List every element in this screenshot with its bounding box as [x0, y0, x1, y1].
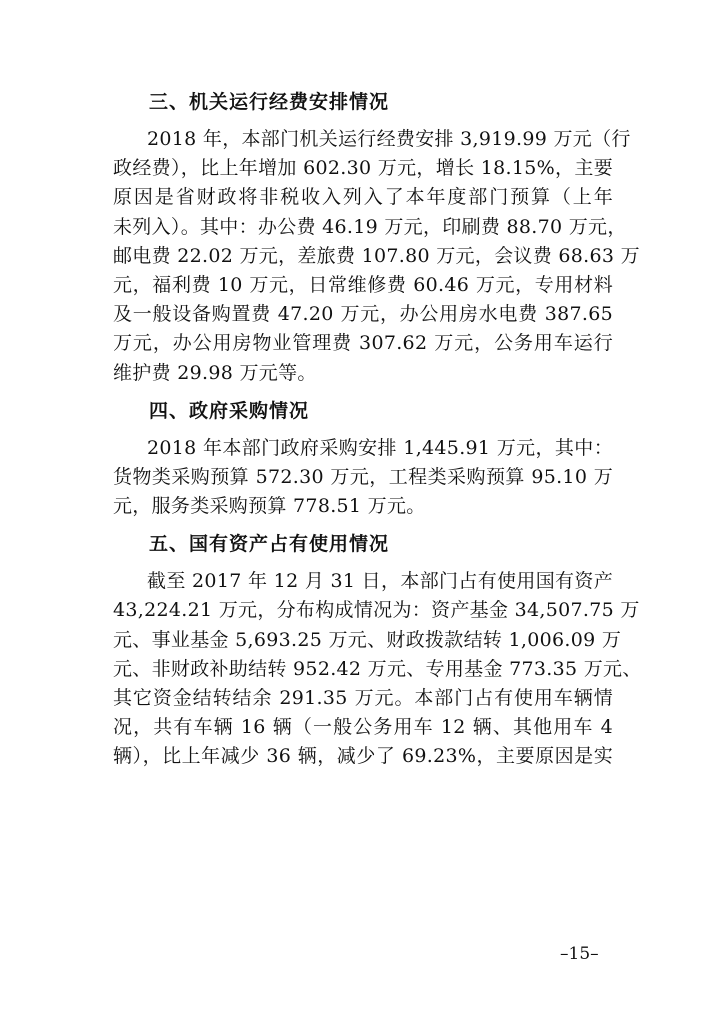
section-state-assets — [113, 530, 642, 771]
text-line: 43,224.21 万元，分布构成情况为：资产基金 34,507.75 万 — [113, 599, 640, 622]
text-line: 未列入）。其中：办公费 46.19 万元，印刷费 88.70 万元， — [113, 215, 627, 238]
paragraph — [113, 434, 613, 522]
text-line: 截至 2017 年 12 月 31 日，本部门占有使用国有资产 — [147, 570, 613, 593]
text-line: 2018 年，本部门机关运行经费安排 3,919.99 万元（行 — [147, 128, 631, 150]
text-line: 其它资金结转结余 291.35 万元。本部门占有使用车辆情 — [113, 687, 613, 709]
section-heading: 三、机关运行经费安排情况 — [149, 91, 390, 113]
text-line: 维护费 29.98 万元等。 — [113, 361, 317, 384]
text-line: 邮电费 22.02 万元，差旅费 107.80 万元，会议费 68.63 万 — [113, 244, 640, 267]
text-line: 政经费），比上年增加 602.30 万元，增长 18.15%，主要 — [113, 157, 613, 180]
text-line: 万元，办公用房物业管理费 307.62 万元，公务用车运行 — [113, 332, 613, 355]
text-line: 况，共有车辆 16 辆（一般公务用车 12 辆、其他用车 4 — [113, 716, 613, 739]
section-heading: 五、国有资产占有使用情况 — [149, 533, 390, 556]
paragraph — [113, 125, 640, 388]
text-line: 元，福利费 10 万元，日常维修费 60.46 万元，专用材料 — [113, 273, 613, 296]
document-page — [113, 88, 642, 781]
text-line: 元、非财政补助结转 952.42 万元、专用基金 773.35 万元、 — [113, 657, 642, 680]
section-operating-funds — [113, 88, 640, 388]
text-line: 元，服务类采购预算 778.51 万元。 — [113, 495, 426, 518]
text-line: 辆），比上年减少 36 辆，减少了 69.23%，主要原因是实 — [113, 745, 613, 768]
text-line: 及一般设备购置费 47.20 万元，办公用房水电费 387.65 — [113, 303, 613, 326]
paragraph — [113, 567, 642, 771]
text-line: 货物类采购预算 572.30 万元，工程类采购预算 95.10 万 — [113, 465, 613, 488]
section-government-procurement — [113, 397, 613, 522]
page-number: –15– — [560, 944, 599, 964]
section-heading: 四、政府采购情况 — [149, 399, 310, 422]
text-line: 元、事业基金 5,693.25 万元、财政拨款结转 1,006.09 万 — [113, 628, 622, 651]
text-line: 原因是省财政将非税收入列入了本年度部门预算（上年 — [113, 186, 613, 209]
text-line: 2018 年本部门政府采购安排 1,445.91 万元，其中： — [147, 436, 613, 459]
